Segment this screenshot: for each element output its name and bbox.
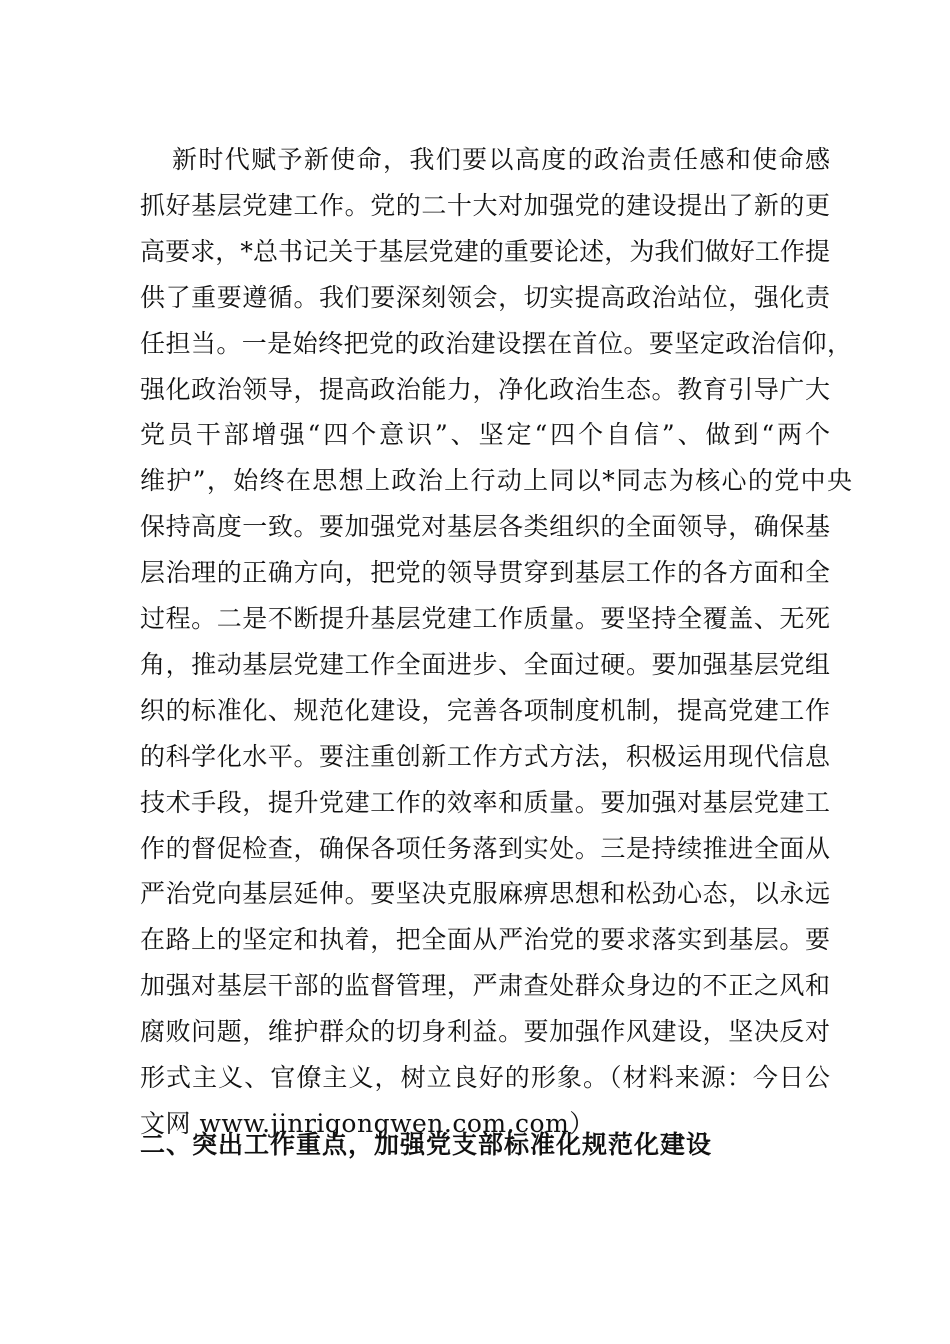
paragraph-line: 的科学化水平。要注重创新工作方式方法，积极运用现代信息 [140,741,830,771]
paragraph-line: 高要求，*总书记关于基层党建的重要论述，为我们做好工作提 [140,236,830,266]
paragraph-line: 新时代赋予新使命，我们要以高度的政治责任感和使命感 [172,145,830,174]
paragraph-line: 层治理的正确方向，把党的领导贯穿到基层工作的各方面和全 [140,558,830,588]
paragraph-line: 技术手段，提升党建工作的效率和质量。要加强对基层党建工 [140,787,830,817]
paragraph-line: 任担当。一是始终把党的政治建设摆在首位。要坚定政治信仰， [140,328,852,358]
paragraph-line: 加强对基层干部的监督管理，严肃查处群众身边的不正之风和 [140,971,830,1001]
paragraph-line: 在路上的坚定和执着，把全面从严治党的要求落实到基层。要 [140,925,830,955]
paragraph-line: 抓好基层党建工作。党的二十大对加强党的建设提出了新的更 [140,190,830,220]
paragraph-line: 文网 www.jinrigongwen.com.com） [140,1108,595,1138]
paragraph-line: 维护”，始终在思想上政治上行动上同以*同志为核心的党中央 [140,466,852,496]
paragraph-line: 过程。二是不断提升基层党建工作质量。要坚持全覆盖、无死 [140,604,830,633]
paragraph-line: 腐败问题，维护群众的切身利益。要加强作风建设，坚决反对 [140,1017,830,1047]
paragraph-line: 织的标准化、规范化建设，完善各项制度机制，提高党建工作 [140,695,830,725]
paragraph-line: 保持高度一致。要加强党对基层各类组织的全面领导，确保基 [140,512,830,542]
paragraph-line: 强化政治领导，提高政治能力，净化政治生态。教育引导广大 [140,374,830,404]
paragraph-line: 作的督促检查，确保各项任务落到实处。三是持续推进全面从 [140,833,830,863]
paragraph-line: 供了重要遵循。我们要深刻领会，切实提高政治站位，强化责 [140,282,830,312]
paragraph-line: 严治党向基层延伸。要坚决克服麻痹思想和松劲心态，以永远 [140,879,830,909]
paragraph-line: 党员干部增强“四个意识”、坚定“四个自信”、做到“两个 [140,420,830,450]
section-heading: 二、突出工作重点，加强党支部标准化规范化建设 [140,1130,713,1159]
paragraph-line: 角，推动基层党建工作全面进步、全面过硬。要加强基层党组 [140,649,830,679]
paragraph-line: 形式主义、官僚主义，树立良好的形象。（材料来源：今日公 [140,1063,830,1092]
